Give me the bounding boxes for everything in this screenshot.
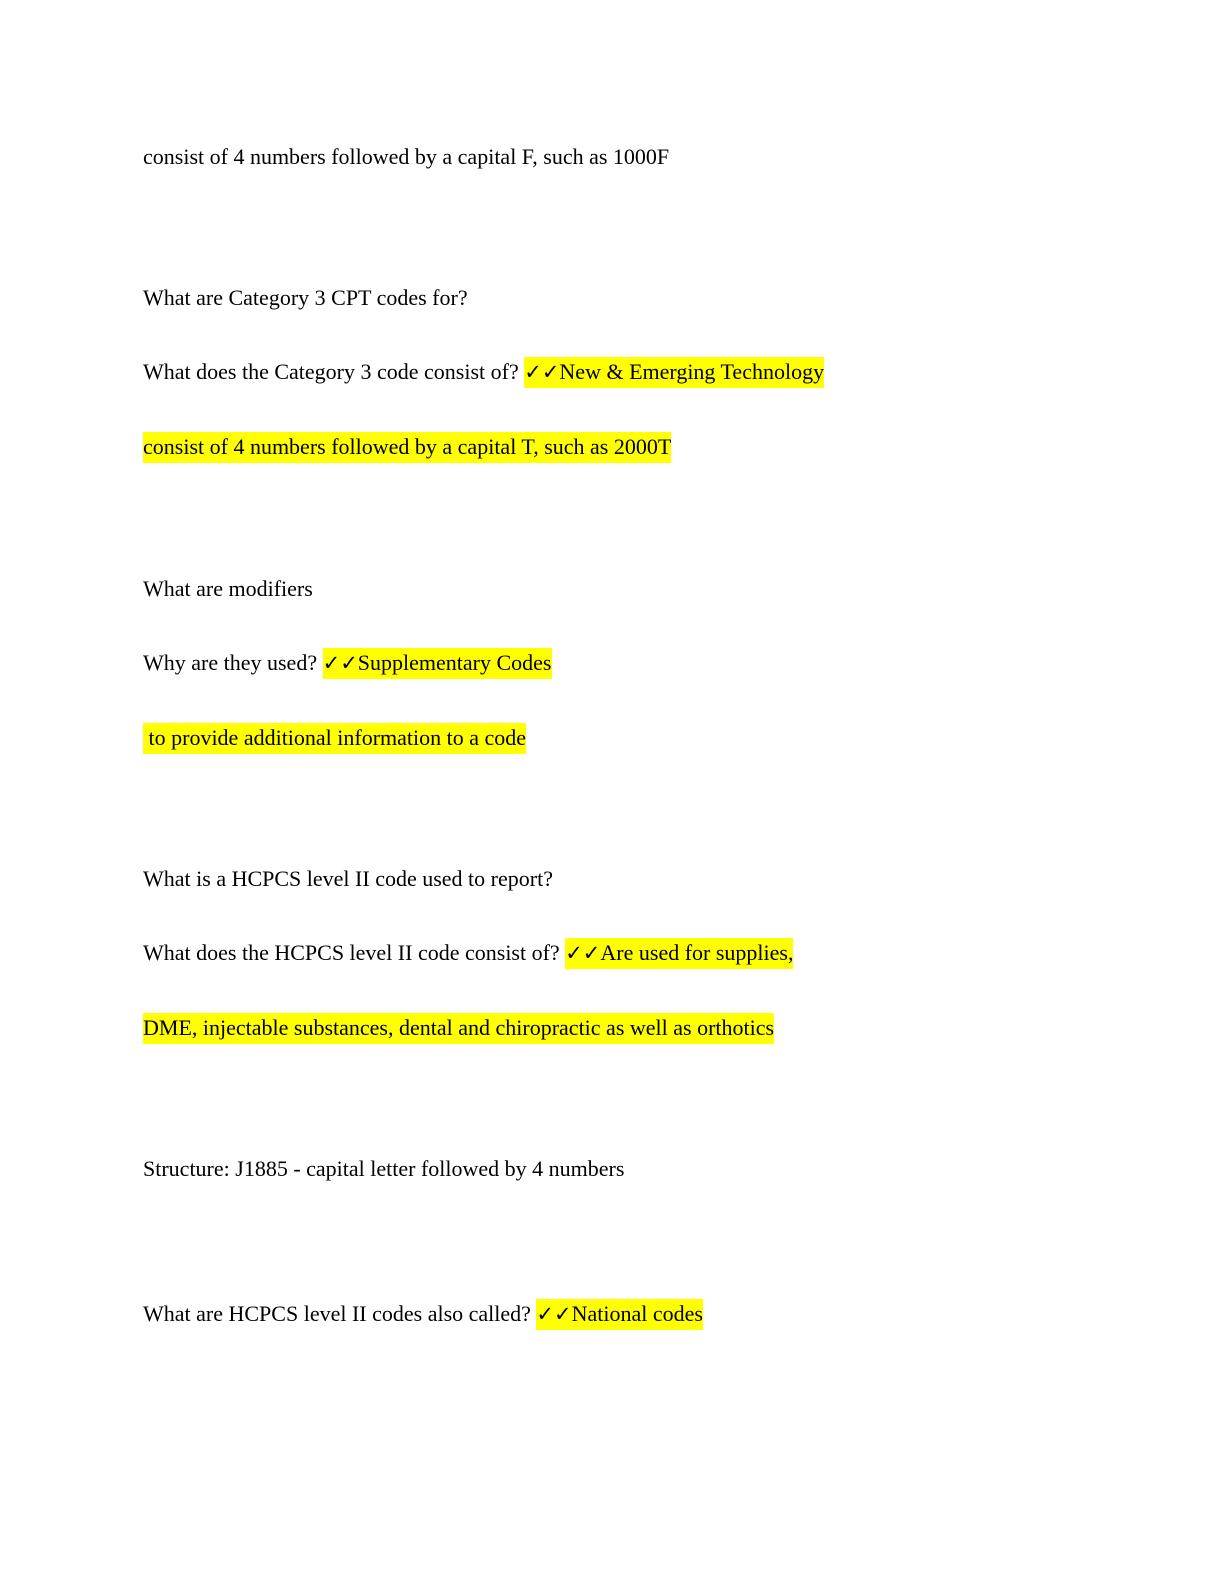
question-text: What are Category 3 CPT codes for? bbox=[143, 285, 468, 310]
question-text: What is a HCPCS level II code used to report? bbox=[143, 866, 553, 891]
answer-continuation-hcpcs bbox=[143, 1012, 774, 1044]
text-line-hcpcs-structure bbox=[143, 1153, 624, 1185]
question-hcpcs-other-name bbox=[143, 1298, 703, 1330]
question-hcpcs-report bbox=[143, 863, 553, 895]
question-text: What are HCPCS level II codes also called? bbox=[143, 1301, 531, 1326]
check-icon: ✓✓ bbox=[322, 651, 358, 675]
text-line-category-2-structure bbox=[143, 141, 669, 173]
highlighted-answer: consist of 4 numbers followed by a capital T, such as 2000T bbox=[143, 432, 671, 463]
question-text: What does the Category 3 code consist of? bbox=[143, 359, 519, 384]
question-category-3-purpose bbox=[143, 282, 468, 314]
highlighted-answer: to provide additional information to a code bbox=[143, 723, 526, 754]
question-modifiers-usage bbox=[143, 647, 552, 679]
highlighted-answer: DME, injectable substances, dental and chiropractic as well as orthotics bbox=[143, 1013, 774, 1044]
question-text: Why are they used? bbox=[143, 650, 318, 675]
answer-text: National codes bbox=[571, 1301, 703, 1326]
question-category-3-structure bbox=[143, 356, 824, 388]
question-text: What does the HCPCS level II code consist of? bbox=[143, 940, 560, 965]
check-icon: ✓✓ bbox=[536, 1302, 572, 1326]
question-text: What are modifiers bbox=[143, 576, 313, 601]
answer-continuation-modifiers bbox=[143, 722, 526, 754]
answer-text: New & Emerging Technology bbox=[559, 359, 825, 384]
highlighted-answer bbox=[323, 648, 552, 679]
highlighted-answer bbox=[565, 938, 793, 969]
question-hcpcs-structure bbox=[143, 937, 793, 969]
highlighted-answer bbox=[524, 357, 824, 388]
text: Structure: J1885 - capital letter followed by 4 numbers bbox=[143, 1156, 625, 1181]
highlighted-answer bbox=[536, 1299, 703, 1330]
answer-text: Supplementary Codes bbox=[357, 650, 552, 675]
check-icon: ✓✓ bbox=[524, 360, 560, 384]
answer-continuation-category-3 bbox=[143, 431, 671, 463]
question-modifiers bbox=[143, 573, 313, 605]
check-icon: ✓✓ bbox=[565, 941, 601, 965]
text: consist of 4 numbers followed by a capital F, such as 1000F bbox=[143, 144, 670, 169]
answer-text: Are used for supplies, bbox=[600, 940, 794, 965]
